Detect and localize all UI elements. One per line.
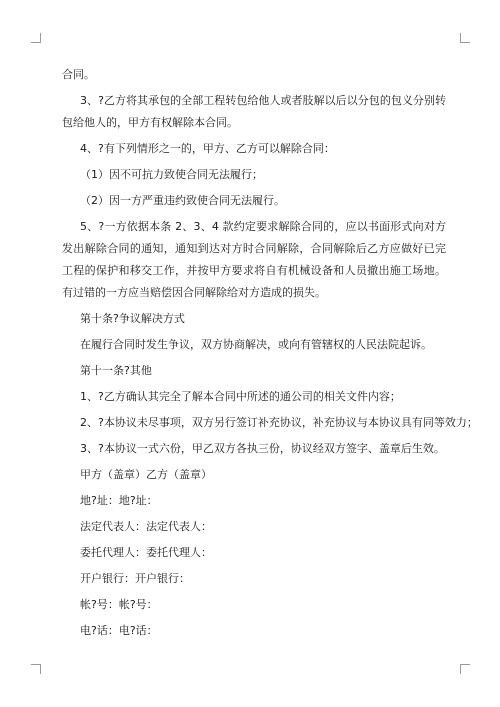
crop-mark-top-right (460, 33, 470, 43)
legal-representative-line: 法定代表人：法定代表人： (80, 520, 212, 533)
article-11-heading: 第十一条?其他 (80, 364, 152, 377)
crop-mark-bottom-left (31, 664, 41, 674)
crop-mark-bottom-right (460, 664, 470, 674)
clause-4-item-1: （1）因不可抗力致使合同无法履行； (80, 168, 263, 181)
clause-3-subcontract: 3、?乙方将其承包的全部工程转包给他人或者肢解以后以分包的包义分别转包给他人的，甲方有权解除本合同。 (62, 94, 446, 129)
article-11-item-3: 3、?本协议一式六份，甲乙双方各执三份，协议经双方签字、盖章后生效。 (80, 442, 445, 455)
signature-party-line: 甲方（盖章）乙方（盖章） (80, 468, 212, 481)
article-11-item-1: 1、?乙方确认其完全了解本合同中所述的通公司的相关文件内容； (80, 390, 401, 403)
bank-line: 开户银行：开户银行： (80, 572, 190, 585)
account-line: 帐?号：帐?号： (80, 598, 158, 611)
article-10-text: 在履行合同时发生争议，双方协商解决，或向有管辖权的人民法院起诉。 (80, 338, 432, 351)
address-line: 地?址：地?址： (80, 494, 158, 507)
clause-4-termination: 4、?有下列情形之一的，甲方、乙方可以解除合同： (80, 142, 335, 155)
document-body (62, 64, 478, 646)
clause-4-item-2: （2）因一方严重违约致使合同无法履行。 (80, 194, 285, 207)
crop-mark-top-left (31, 33, 41, 43)
article-11-item-2: 2、?本协议未尽事项，双方另行签订补充协议，补充协议与本协议具有同等效力； (80, 416, 478, 429)
agent-line: 委托代理人：委托代理人： (80, 546, 212, 559)
clause-5-notice: 5、?一方依据本条 2、3、4 款约定要求解除合同的，应以书面形式向对方发出解除合同的通知，通知到达对方时合同解除，合同解除后乙方应做好已完工程的保护和移交工作，并按甲方要求将自有机械设备和人员撤出施工场地。有过错的一方应当赔偿因合同解除给对方造成的损失。 (62, 220, 446, 299)
paragraph-contract-end: 合同。 (62, 68, 95, 81)
article-10-heading: 第十条?争议解决方式 (80, 312, 185, 325)
phone-line: 电?话：电?话： (80, 624, 158, 637)
